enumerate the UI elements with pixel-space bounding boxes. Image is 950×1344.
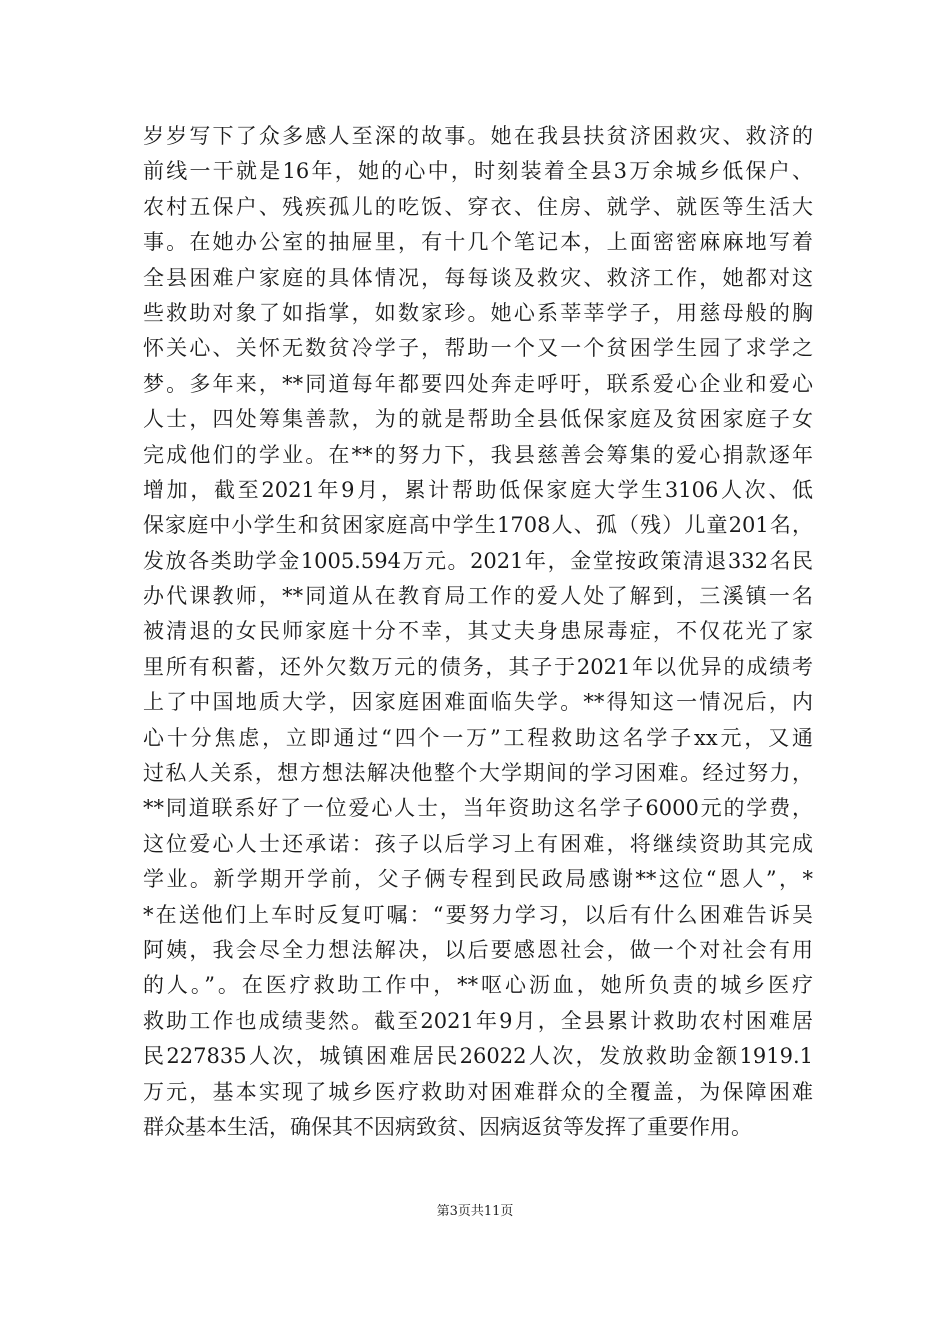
text-line: 救助工作也成绩斐然。截至2021年9月，全县累计救助农村困难居 — [143, 1008, 813, 1033]
text-line: 学业。新学期开学前，父子俩专程到民政局感谢**这位“恩人”，* — [143, 867, 813, 892]
text-line: 事。在她办公室的抽屉里，有十几个笔记本，上面密密麻麻地写着 — [143, 230, 813, 255]
text-line: *在送他们上车时反复叮嘱：“要努力学习，以后有什么困难告诉吴 — [143, 902, 813, 927]
text-line: 群众基本生活，确保其不因病致贫、因病返贫等发挥了重要作用。 — [143, 1114, 752, 1139]
text-line: 怀关心、关怀无数贫冷学子，帮助一个又一个贫困学生园了求学之 — [143, 336, 813, 361]
text-line: 心十分焦虑，立即通过“四个一万”工程救助这名学子xx元，又通 — [143, 725, 813, 750]
text-line: 梦。多年来，**同道每年都要四处奔走呼吁，联系爱心企业和爱心 — [143, 371, 813, 396]
text-line: 完成他们的学业。在**的努力下，我县慈善会筹集的爱心捐款逐年 — [143, 442, 813, 467]
text-line: **同道联系好了一位爱心人士，当年资助这名学子6000元的学费， — [143, 796, 813, 821]
text-line: 万元，基本实现了城乡医疗救助对困难群众的全覆盖，为保障困难 — [143, 1079, 813, 1104]
body-text — [143, 119, 813, 1145]
text-line: 里所有积蓄，还外欠数万元的债务，其子于2021年以优异的成绩考 — [143, 654, 813, 679]
text-line: 这位爱心人士还承诺：孩子以后学习上有困难，将继续资助其完成 — [143, 831, 813, 856]
text-line: 农村五保户、残疾孤儿的吃饭、穿衣、住房、就学、就医等生活大 — [143, 194, 813, 219]
text-line: 发放各类助学金1005.594万元。2021年，金堂按政策清退332名民 — [143, 548, 813, 573]
text-line: 全县困难户家庭的具体情况，每每谈及救灾、救济工作，她都对这 — [143, 265, 813, 290]
text-line: 些救助对象了如指掌，如数家珍。她心系莘莘学子，用慈母般的胸 — [143, 300, 813, 325]
text-line: 前线一干就是16年，她的心中，时刻装着全县3万余城乡低保户、 — [143, 159, 813, 184]
text-line: 增加，截至2021年9月，累计帮助低保家庭大学生3106人次、低 — [143, 477, 813, 502]
text-line: 被清退的女民师家庭十分不幸，其丈夫身患尿毒症，不仅花光了家 — [143, 619, 813, 644]
text-line: 阿姨，我会尽全力想法解决，以后要感恩社会，做一个对社会有用 — [143, 937, 813, 962]
text-line: 保家庭中小学生和贫困家庭高中学生1708人、孤（残）儿童201名， — [143, 513, 813, 538]
text-line: 人士，四处筹集善款，为的就是帮助全县低保家庭及贫困家庭子女 — [143, 407, 813, 432]
text-line: 上了中国地质大学，因家庭困难面临失学。**得知这一情况后，内 — [143, 690, 813, 715]
text-line: 民227835人次，城镇困难居民26022人次，发放救助金额1919.1 — [143, 1044, 813, 1069]
page-number: 第3页共11页 — [436, 1204, 514, 1219]
text-line: 的人。”。在医疗救助工作中，**呕心沥血，她所负责的城乡医疗 — [143, 973, 813, 998]
text-line: 岁岁写下了众多感人至深的故事。她在我县扶贫济困救灾、救济的 — [143, 124, 813, 148]
text-line: 办代课教师，**同道从在教育局工作的爱人处了解到，三溪镇一名 — [143, 584, 813, 609]
text-line: 过私人关系，想方想法解决他整个大学期间的学习困难。经过努力， — [143, 761, 813, 786]
